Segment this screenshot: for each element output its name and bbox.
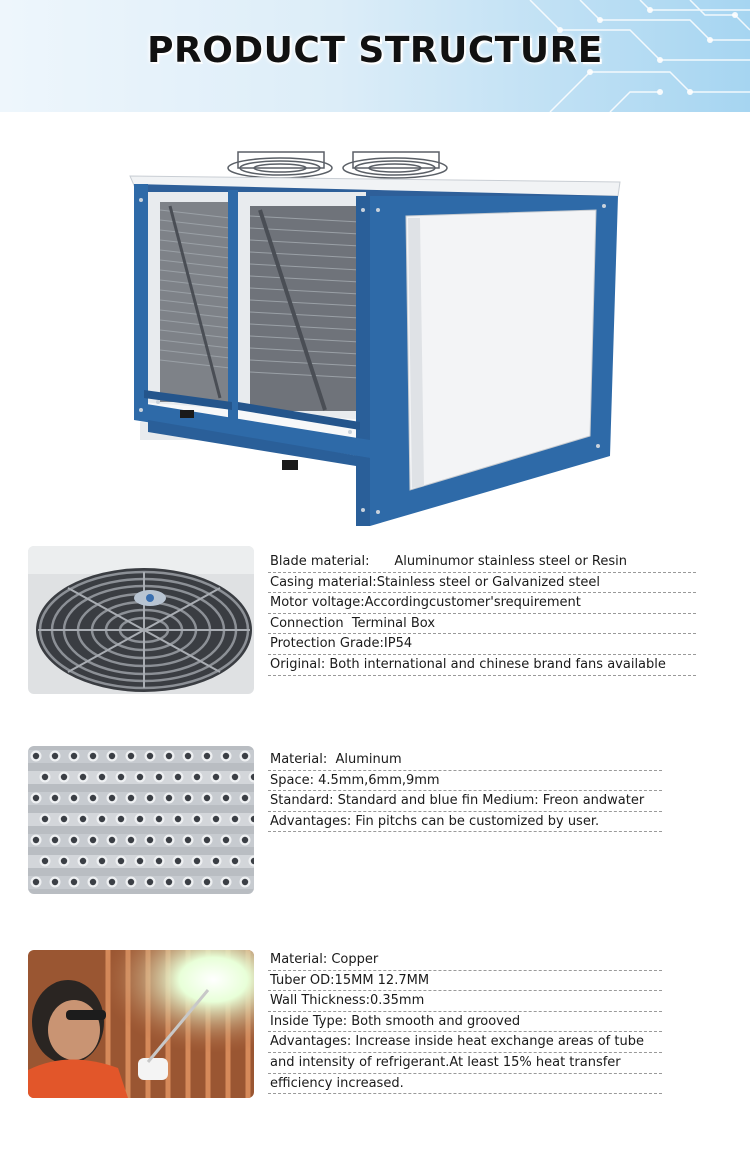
- spec-line: and intensity of refrigerant.At least 15% heat transfer: [268, 1053, 662, 1074]
- spec-line: Protection Grade:IP54: [268, 634, 696, 655]
- spec-line: Original: Both international and chinese brand fans available: [268, 655, 696, 676]
- tube-specs: [268, 950, 662, 1094]
- spec-line: efficiency increased.: [268, 1074, 662, 1095]
- spec-line: Advantages: Increase inside heat exchange areas of tube: [268, 1032, 662, 1053]
- fan-specs: [268, 552, 696, 676]
- tube-welding-photo: [28, 950, 254, 1098]
- spec-line: Wall Thickness:0.35mm: [268, 991, 662, 1012]
- spec-line: Motor voltage:Accordingcustomer'srequirement: [268, 593, 696, 614]
- spec-line: Standard: Standard and blue fin Medium: Freon andwater: [268, 791, 662, 812]
- header-banner: [0, 0, 750, 112]
- spec-line: Casing material:Stainless steel or Galvanized steel: [268, 573, 696, 594]
- page-title: PRODUCT STRUCTURE: [147, 30, 603, 71]
- spec-line: Material: Aluminum: [268, 750, 662, 771]
- spec-line: Tuber OD:15MM 12.7MM: [268, 971, 662, 992]
- fin-specs: [268, 750, 662, 832]
- condenser-unit-image: [120, 140, 630, 530]
- spec-line: Advantages: Fin pitchs can be customized by user.: [268, 812, 662, 833]
- spec-line: Blade material: Aluminumor stainless steel or Resin: [268, 552, 696, 573]
- fan-photo: [28, 546, 254, 694]
- spec-line: Space: 4.5mm,6mm,9mm: [268, 771, 662, 792]
- fin-photo: [28, 746, 254, 894]
- spec-line: Connection Terminal Box: [268, 614, 696, 635]
- spec-line: Inside Type: Both smooth and grooved: [268, 1012, 662, 1033]
- spec-line: Material: Copper: [268, 950, 662, 971]
